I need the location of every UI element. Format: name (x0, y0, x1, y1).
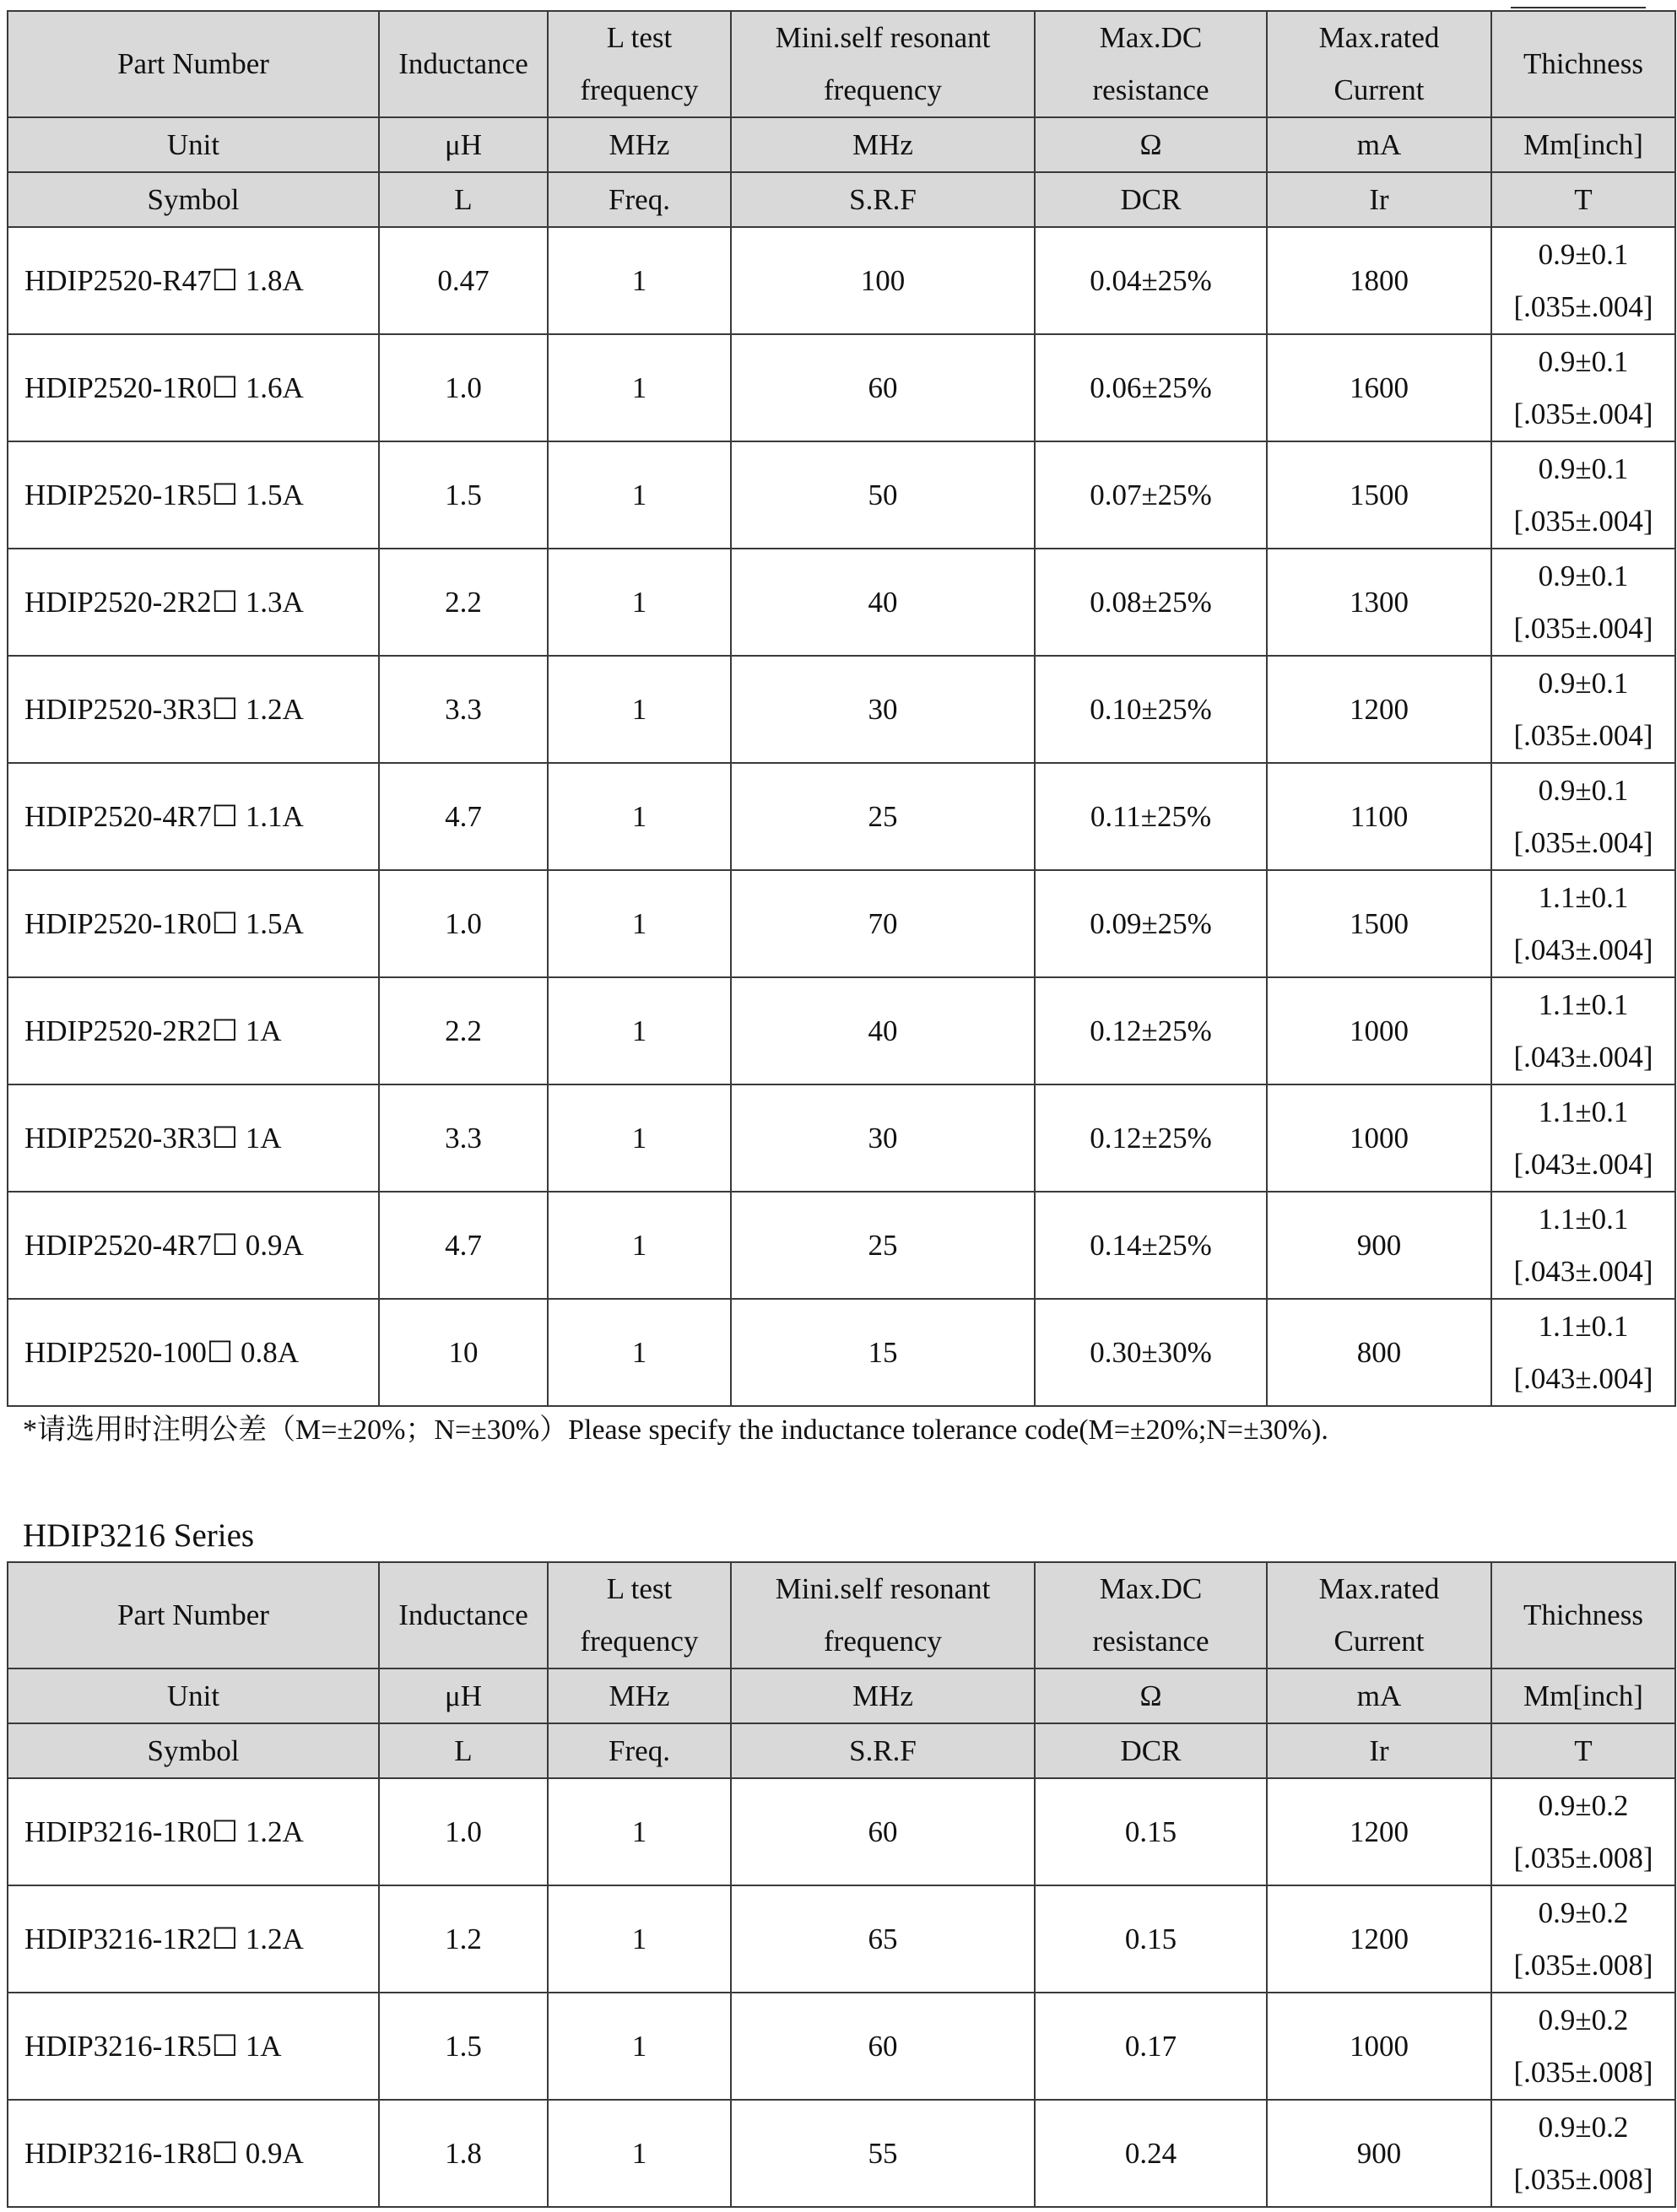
unit-row (8, 117, 1675, 172)
test-frequency-cell: 1 (548, 1778, 731, 1885)
page-top-rule (1511, 7, 1646, 8)
thickness-mm: 1.1±0.1 (1538, 1202, 1629, 1236)
header-test-frequency: L test frequency (548, 11, 731, 117)
unit-label: Unit (8, 1668, 379, 1723)
inductance-cell: 4.7 (379, 763, 548, 870)
thickness-inch: [.043±.004] (1513, 1254, 1653, 1288)
thickness-cell (1491, 1993, 1675, 2100)
table-row (8, 441, 1675, 549)
test-frequency-cell: 1 (548, 977, 731, 1084)
part-number-cell: HDIP2520-3R3☐ 1.2A (8, 656, 379, 763)
inductance-cell: 4.7 (379, 1192, 548, 1299)
table-row (8, 1778, 1675, 1885)
table-row (8, 656, 1675, 763)
part-number-cell: HDIP2520-4R7☐ 0.9A (8, 1192, 379, 1299)
header-rated-current: Max.rated Current (1267, 1562, 1491, 1668)
header-self-resonant-frequency: Mini.self resonant frequency (731, 11, 1035, 117)
spec-table-body (8, 11, 1675, 1406)
rated-current-cell: 900 (1267, 2100, 1491, 2207)
header-test-frequency: L test frequency (548, 1562, 731, 1668)
spec-table-body (8, 1562, 1675, 2207)
thickness-mm: 0.9±0.1 (1538, 559, 1629, 592)
part-number-cell: HDIP2520-100☐ 0.8A (8, 1299, 379, 1406)
thickness-inch: [.035±.004] (1513, 397, 1653, 430)
part-number-cell: HDIP3216-1R5☐ 1A (8, 1993, 379, 2100)
table-row (8, 1885, 1675, 1993)
dcr-cell: 0.30±30% (1035, 1299, 1267, 1406)
header-rated-current: Max.rated Current (1267, 11, 1491, 117)
thickness-inch: [.043±.004] (1513, 933, 1653, 966)
thickness-mm: 1.1±0.1 (1538, 1095, 1629, 1128)
rated-current-cell: 1000 (1267, 1993, 1491, 2100)
srf-cell: 65 (731, 1885, 1035, 1993)
header-inductance: Inductance (379, 11, 548, 117)
symbol-label: Symbol (8, 1723, 379, 1778)
part-number-cell: HDIP2520-4R7☐ 1.1A (8, 763, 379, 870)
srf-cell: 40 (731, 549, 1035, 656)
thickness-inch: [.035±.008] (1513, 2055, 1653, 2089)
rated-current-cell: 1000 (1267, 977, 1491, 1084)
test-frequency-cell: 1 (548, 1993, 731, 2100)
table-row (8, 334, 1675, 441)
dcr-cell: 0.14±25% (1035, 1192, 1267, 1299)
dcr-cell: 0.15 (1035, 1885, 1267, 1993)
thickness-cell (1491, 334, 1675, 441)
part-number-cell: HDIP2520-1R0☐ 1.5A (8, 870, 379, 977)
thickness-mm: 0.9±0.2 (1538, 1788, 1629, 1822)
symbol-dcr: DCR (1035, 1723, 1267, 1778)
thickness-mm: 0.9±0.1 (1538, 237, 1629, 271)
thickness-inch: [.035±.008] (1513, 2162, 1653, 2196)
inductance-cell: 10 (379, 1299, 548, 1406)
symbol-row (8, 1723, 1675, 1778)
part-number-cell: HDIP3216-1R0☐ 1.2A (8, 1778, 379, 1885)
thickness-cell (1491, 763, 1675, 870)
thickness-cell (1491, 870, 1675, 977)
header-part-number: Part Number (8, 1562, 379, 1668)
header-self-resonant-frequency: Mini.self resonant frequency (731, 1562, 1035, 1668)
header-row (8, 1562, 1675, 1668)
unit-current: mA (1267, 1668, 1491, 1723)
test-frequency-cell: 1 (548, 1084, 731, 1192)
thickness-cell (1491, 1299, 1675, 1406)
rated-current-cell: 1500 (1267, 870, 1491, 977)
thickness-inch: [.035±.004] (1513, 611, 1653, 645)
test-frequency-cell: 1 (548, 227, 731, 334)
thickness-inch: [.043±.004] (1513, 1040, 1653, 1074)
table-row (8, 1084, 1675, 1192)
dcr-cell: 0.24 (1035, 2100, 1267, 2207)
header-thickness: Thichness (1491, 11, 1675, 117)
unit-dcr: Ω (1035, 1668, 1267, 1723)
srf-cell: 100 (731, 227, 1035, 334)
symbol-current: Ir (1267, 172, 1491, 227)
spec-table-hdip3216 (7, 1561, 1676, 2208)
thickness-mm: 1.1±0.1 (1538, 987, 1629, 1021)
thickness-cell (1491, 549, 1675, 656)
test-frequency-cell: 1 (548, 1885, 731, 1993)
symbol-srf: S.R.F (731, 1723, 1035, 1778)
srf-cell: 50 (731, 441, 1035, 549)
dcr-cell: 0.09±25% (1035, 870, 1267, 977)
symbol-inductance: L (379, 1723, 548, 1778)
unit-srf: MHz (731, 117, 1035, 172)
thickness-mm: 1.1±0.1 (1538, 880, 1629, 914)
unit-row (8, 1668, 1675, 1723)
dcr-cell: 0.17 (1035, 1993, 1267, 2100)
spec-table-hdip2520 (7, 10, 1676, 1407)
thickness-inch: [.035±.004] (1513, 825, 1653, 859)
thickness-cell (1491, 1778, 1675, 1885)
thickness-mm: 0.9±0.2 (1538, 2110, 1629, 2144)
rated-current-cell: 1200 (1267, 656, 1491, 763)
unit-thickness: Mm[inch] (1491, 1668, 1675, 1723)
inductance-cell: 1.2 (379, 1885, 548, 1993)
rated-current-cell: 800 (1267, 1299, 1491, 1406)
header-row (8, 11, 1675, 117)
rated-current-cell: 900 (1267, 1192, 1491, 1299)
rated-current-cell: 1000 (1267, 1084, 1491, 1192)
thickness-mm: 1.1±0.1 (1538, 1309, 1629, 1343)
thickness-inch: [.043±.004] (1513, 1147, 1653, 1181)
unit-frequency: MHz (548, 117, 731, 172)
srf-cell: 30 (731, 1084, 1035, 1192)
srf-cell: 60 (731, 1993, 1035, 2100)
table-row (8, 763, 1675, 870)
thickness-cell (1491, 977, 1675, 1084)
symbol-thickness: T (1491, 172, 1675, 227)
symbol-frequency: Freq. (548, 1723, 731, 1778)
unit-label: Unit (8, 117, 379, 172)
symbol-frequency: Freq. (548, 172, 731, 227)
unit-inductance: μH (379, 117, 548, 172)
inductance-cell: 2.2 (379, 977, 548, 1084)
symbol-dcr: DCR (1035, 172, 1267, 227)
inductance-cell: 3.3 (379, 656, 548, 763)
dcr-cell: 0.11±25% (1035, 763, 1267, 870)
thickness-mm: 0.9±0.2 (1538, 2003, 1629, 2036)
test-frequency-cell: 1 (548, 1299, 731, 1406)
test-frequency-cell: 1 (548, 334, 731, 441)
test-frequency-cell: 1 (548, 441, 731, 549)
thickness-cell (1491, 2100, 1675, 2207)
dcr-cell: 0.08±25% (1035, 549, 1267, 656)
header-thickness: Thichness (1491, 1562, 1675, 1668)
part-number-cell: HDIP2520-1R5☐ 1.5A (8, 441, 379, 549)
part-number-cell: HDIP2520-3R3☐ 1A (8, 1084, 379, 1192)
rated-current-cell: 1100 (1267, 763, 1491, 870)
symbol-inductance: L (379, 172, 548, 227)
table-row (8, 977, 1675, 1084)
symbol-label: Symbol (8, 172, 379, 227)
inductance-cell: 1.0 (379, 1778, 548, 1885)
inductance-cell: 1.8 (379, 2100, 548, 2207)
thickness-inch: [.035±.008] (1513, 1841, 1653, 1874)
part-number-cell: HDIP2520-1R0☐ 1.6A (8, 334, 379, 441)
dcr-cell: 0.12±25% (1035, 977, 1267, 1084)
thickness-inch: [.035±.004] (1513, 504, 1653, 538)
table-row (8, 1993, 1675, 2100)
inductance-cell: 1.5 (379, 441, 548, 549)
rated-current-cell: 1200 (1267, 1885, 1491, 1993)
header-dc-resistance: Max.DC resistance (1035, 1562, 1267, 1668)
dcr-cell: 0.06±25% (1035, 334, 1267, 441)
srf-cell: 25 (731, 1192, 1035, 1299)
unit-inductance: μH (379, 1668, 548, 1723)
rated-current-cell: 1500 (1267, 441, 1491, 549)
symbol-current: Ir (1267, 1723, 1491, 1778)
thickness-cell (1491, 227, 1675, 334)
part-number-cell: HDIP2520-2R2☐ 1A (8, 977, 379, 1084)
unit-current: mA (1267, 117, 1491, 172)
part-number-cell: HDIP3216-1R8☐ 0.9A (8, 2100, 379, 2207)
rated-current-cell: 1200 (1267, 1778, 1491, 1885)
srf-cell: 60 (731, 1778, 1035, 1885)
header-dc-resistance: Max.DC resistance (1035, 11, 1267, 117)
test-frequency-cell: 1 (548, 870, 731, 977)
dcr-cell: 0.15 (1035, 1778, 1267, 1885)
header-inductance: Inductance (379, 1562, 548, 1668)
table-row (8, 2100, 1675, 2207)
srf-cell: 70 (731, 870, 1035, 977)
thickness-mm: 0.9±0.1 (1538, 773, 1629, 807)
thickness-mm: 0.9±0.1 (1538, 452, 1629, 485)
dcr-cell: 0.10±25% (1035, 656, 1267, 763)
test-frequency-cell: 1 (548, 549, 731, 656)
test-frequency-cell: 1 (548, 2100, 731, 2207)
thickness-cell (1491, 1084, 1675, 1192)
srf-cell: 40 (731, 977, 1035, 1084)
inductance-cell: 3.3 (379, 1084, 548, 1192)
dcr-cell: 0.04±25% (1035, 227, 1267, 334)
part-number-cell: HDIP2520-R47☐ 1.8A (8, 227, 379, 334)
thickness-cell (1491, 656, 1675, 763)
thickness-inch: [.035±.004] (1513, 718, 1653, 752)
symbol-row (8, 172, 1675, 227)
test-frequency-cell: 1 (548, 763, 731, 870)
thickness-cell (1491, 1885, 1675, 1993)
unit-srf: MHz (731, 1668, 1035, 1723)
thickness-cell (1491, 441, 1675, 549)
unit-thickness: Mm[inch] (1491, 117, 1675, 172)
part-number-cell: HDIP2520-2R2☐ 1.3A (8, 549, 379, 656)
dcr-cell: 0.12±25% (1035, 1084, 1267, 1192)
srf-cell: 55 (731, 2100, 1035, 2207)
inductance-cell: 2.2 (379, 549, 548, 656)
unit-frequency: MHz (548, 1668, 731, 1723)
srf-cell: 25 (731, 763, 1035, 870)
symbol-srf: S.R.F (731, 172, 1035, 227)
part-number-cell: HDIP3216-1R2☐ 1.2A (8, 1885, 379, 1993)
inductance-cell: 0.47 (379, 227, 548, 334)
table-row (8, 1299, 1675, 1406)
inductance-cell: 1.0 (379, 870, 548, 977)
thickness-inch: [.043±.004] (1513, 1361, 1653, 1395)
table-row (8, 227, 1675, 334)
thickness-inch: [.035±.004] (1513, 289, 1653, 323)
rated-current-cell: 1600 (1267, 334, 1491, 441)
table-row (8, 549, 1675, 656)
thickness-inch: [.035±.008] (1513, 1948, 1653, 1982)
srf-cell: 30 (731, 656, 1035, 763)
dcr-cell: 0.07±25% (1035, 441, 1267, 549)
inductance-cell: 1.0 (379, 334, 548, 441)
thickness-cell (1491, 1192, 1675, 1299)
thickness-mm: 0.9±0.2 (1538, 1896, 1629, 1929)
rated-current-cell: 1300 (1267, 549, 1491, 656)
thickness-mm: 0.9±0.1 (1538, 344, 1629, 378)
test-frequency-cell: 1 (548, 1192, 731, 1299)
rated-current-cell: 1800 (1267, 227, 1491, 334)
table-row (8, 870, 1675, 977)
test-frequency-cell: 1 (548, 656, 731, 763)
srf-cell: 15 (731, 1299, 1035, 1406)
tolerance-footnote: *请选用时注明公差（M=±20%；N=±30%）Please specify the inductance tolerance code(M=±20%;N=±30%). (23, 1414, 1328, 1446)
inductance-cell: 1.5 (379, 1993, 548, 2100)
srf-cell: 60 (731, 334, 1035, 441)
table-row (8, 1192, 1675, 1299)
unit-dcr: Ω (1035, 117, 1267, 172)
symbol-thickness: T (1491, 1723, 1675, 1778)
series-title-hdip3216: HDIP3216 Series (23, 1517, 255, 1554)
header-part-number: Part Number (8, 11, 379, 117)
thickness-mm: 0.9±0.1 (1538, 666, 1629, 700)
